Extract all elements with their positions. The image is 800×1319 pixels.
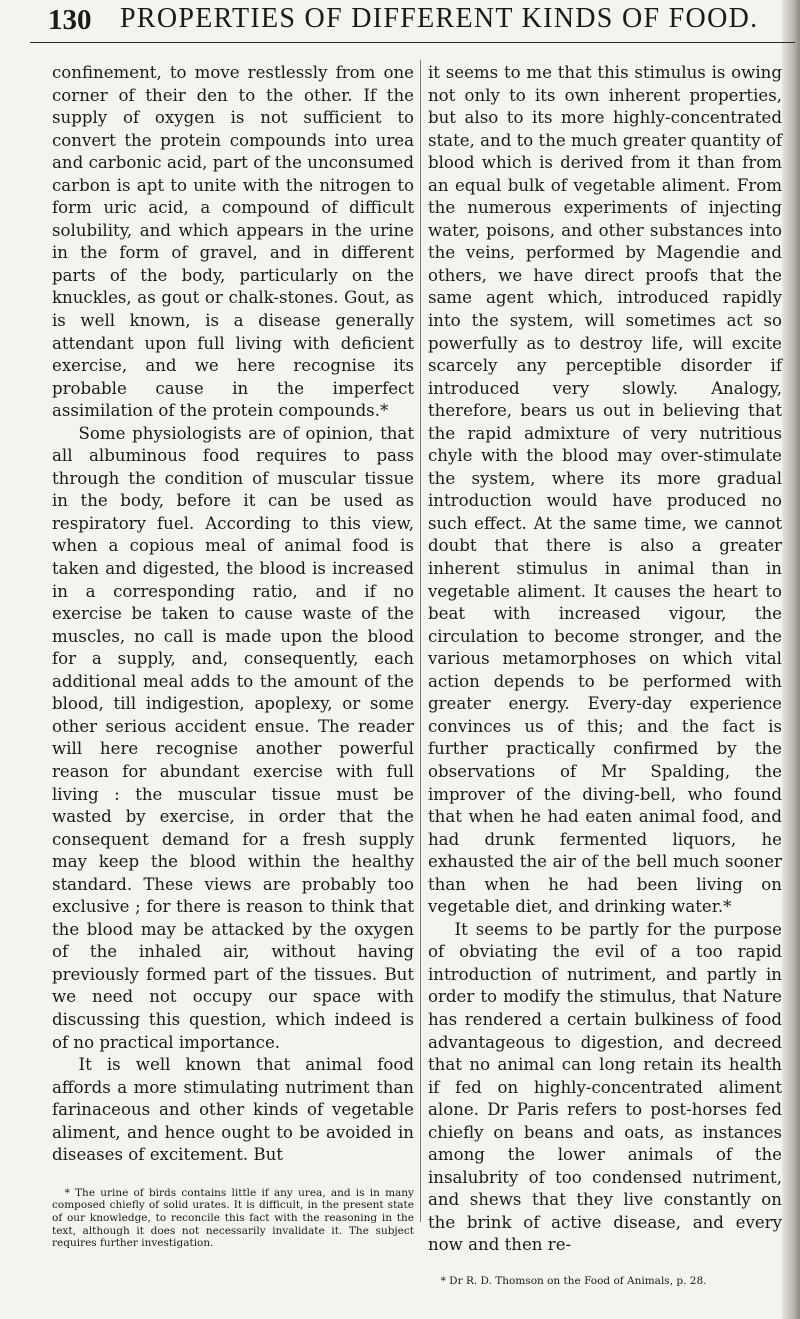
right-column [428, 62, 782, 1298]
running-title: PROPERTIES OF DIFFERENT KINDS OF FOOD. [120, 3, 759, 34]
left-paragraph-2: Some physiologists are of opinion, that all albuminous food requires to pass through the condition of muscular tissue in the body, before it can be used as respiratory fuel. According to this view, when a copious meal of animal food is taken and digested, the blood is increased in a corresponding ratio, and if no exercise be taken to cause waste of the muscles, no call is made upon the blood for a supply, and, consequently, each additional meal adds to the amount of the blood, till indigestion, apoplexy, or some other serious accident ensue. The reader will here recognise another powerful reason for abundant exercise with full living : the muscular tissue must be wasted by exercise, in order that the consequent demand for a fresh supply may keep the blood within the healthy standard. These views are probably too exclusive ; for there is reason to think that the blood may be attacked by the oxygen of the inhaled air, without having previously formed part of the tissues. But we need not occupy our space with discussing this question, which indeed is of no practical importance. [52, 423, 414, 1052]
column-divider [420, 60, 421, 1222]
left-paragraph-1: confinement, to move restlessly from one corner of their den to the other. If the supply of oxygen is not sufficient to convert the protein compounds into urea and carbonic acid, part of the unconsumed carbon is apt to unite with the nitrogen to form uric acid, a compound of difficult solubility, and which appears in the urine in the form of gravel, and in different parts of the body, particularly on the knuckles, as gout or chalk-stones. Gout, as is well known, is a disease generally attendant upon full living with deficient exercise, and we here recognise its probable cause in the imperfect assimilation of the protein compounds.* [52, 63, 414, 421]
right-paragraph-1: it seems to me that this stimulus is owing not only to its own inherent properties, but also to its more highly-concentrated state, and to the much greater quantity of blood which is derived from it than from an equal bulk of vegetable aliment. From the numerous experiments of injecting water, poisons, and other substances into the veins, performed by Magendie and others, we have direct proofs that the same agent which, introduced rapidly into the system, will sometimes act so powerfully as to destroy life, will excite scarcely any perceptible disorder if introduced very slowly. Analogy, therefore, bears us out in believing that the rapid admixture of very nutritious chyle with the blood may over-stimulate the system, where its more gradual introduction would have produced no such effect. At the same time, we cannot doubt that there is also a greater inherent stimulus in animal than in vegetable aliment. It causes the heart to beat with increased vigour, the circulation to become stronger, and the various metamorphoses on which vital action depends to be performed with greater energy. Every-day experience convinces us of this; and the fact is further practically confirmed by the observations of Mr Spalding, the improver of the diving-bell, who found that when he had eaten animal food, and had drunk fermented liquors, he exhausted the air of the bell much sooner than when he had been living on vegetable diet, and drinking water.* [428, 63, 782, 917]
right-footnote: * Dr R. D. Thomson on the Food of Animals, p. 28. [440, 1274, 707, 1287]
right-paragraph-2: It seems to be partly for the purpose of obviating the evil of a too rapid introduction of nutriment, and partly in order to modify the stimulus, that Nature has rendered a certain bulkiness of food advantageous to digestion, and decreed that no animal can long retain its health if fed on highly-concentrated aliment alone. Dr Paris refers to post-horses fed chiefly on beans and oats, as instances among the lower animals of the insalubrity of too condensed nutriment, and shews that they live constantly on the brink of active disease, and every now and then re- [428, 919, 782, 1255]
left-column [52, 62, 414, 1260]
left-footnote: * The urine of birds contains little if any urea, and is in many composed chiefly of solid urates. It is difficult, in the present state of our knowledge, to reconcile this fact with the reasoning in the text, although it does not necessarily invalidate it. The subject requires further investigation. [52, 1186, 414, 1250]
page-header [30, 0, 795, 43]
left-paragraph-3: It is well known that animal food affords a more stimulating nutriment than farinaceous and other kinds of vegetable aliment, and hence ought to be avoided in diseases of excitement. But [52, 1055, 414, 1165]
book-binding-edge [782, 0, 800, 1319]
page-number: 130 [48, 4, 92, 36]
